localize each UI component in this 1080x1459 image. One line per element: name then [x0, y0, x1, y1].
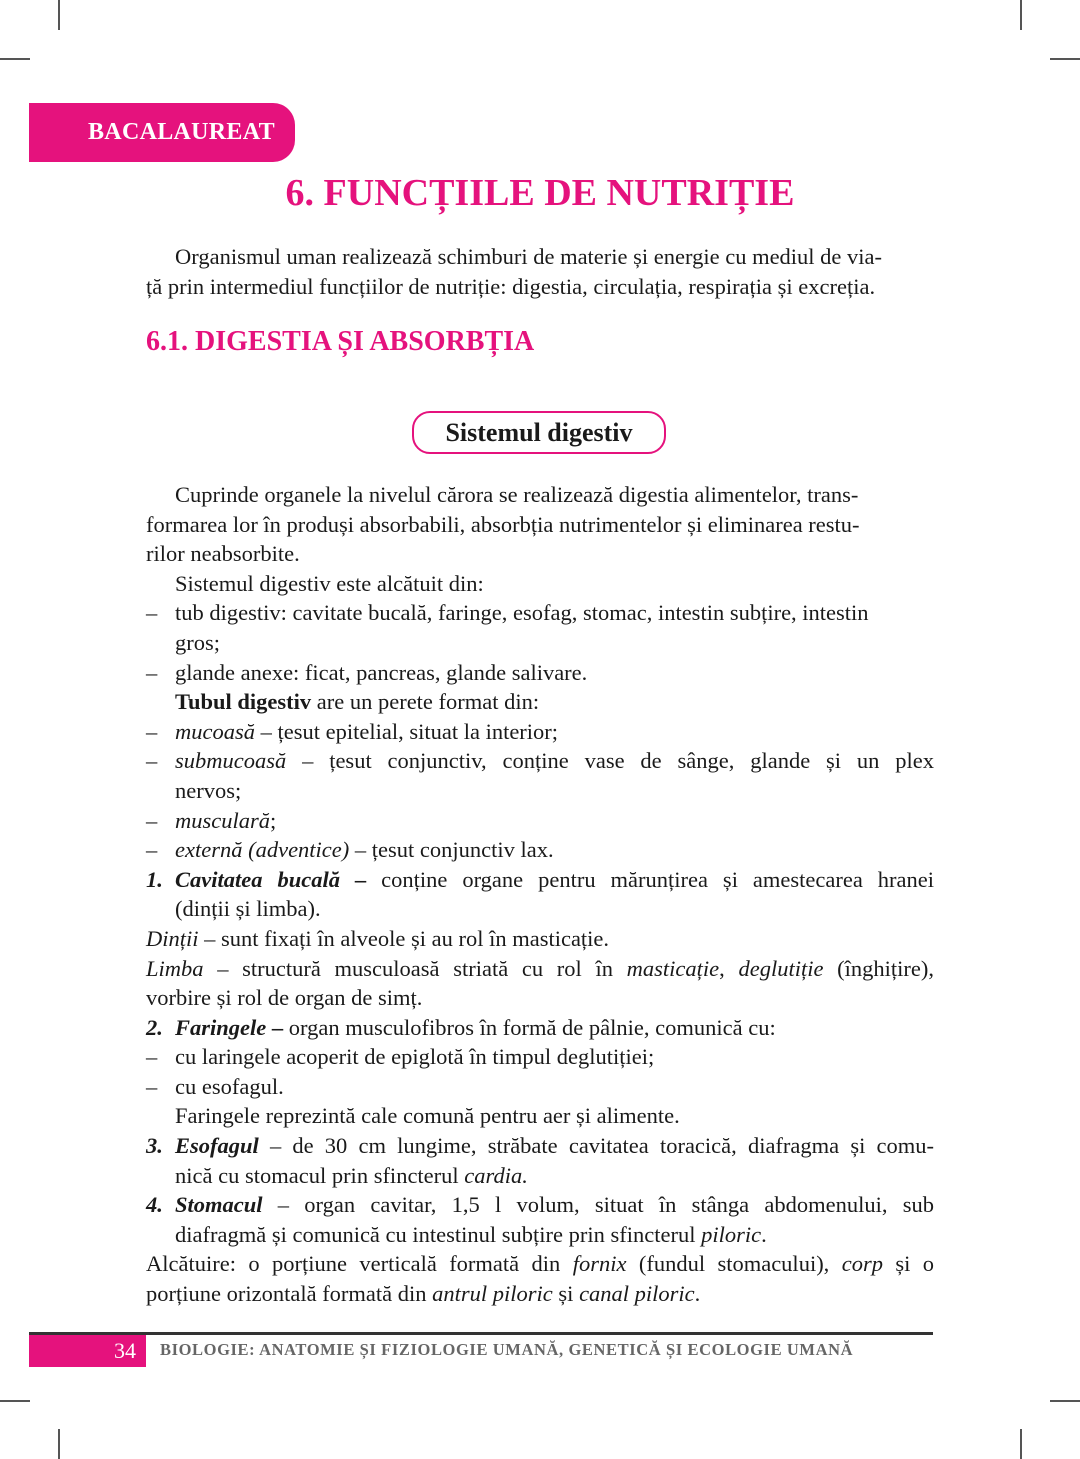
list-line [175, 1190, 934, 1220]
para-line: Sistemul digestiv este alcătuit din: [175, 570, 484, 596]
numbered-item [146, 1131, 934, 1190]
text: și [552, 1281, 580, 1307]
list-item [146, 746, 934, 805]
text: – țesut epitelial, situat la interior; [255, 718, 559, 744]
list-line: glande anexe: ficat, pancreas, glande salivare. [175, 659, 588, 685]
chapter-title: 6. FUNCȚIILE DE NUTRIȚIE [285, 172, 795, 214]
text: – structură musculoasă striată cu rol în [203, 955, 627, 981]
term-bold-italic: Cavitatea bucală [175, 866, 340, 892]
term-bold-italic: Faringele [175, 1014, 267, 1040]
dash-bullet: – [146, 807, 158, 833]
intro-paragraph [146, 242, 934, 301]
list-item [146, 1072, 934, 1102]
para-line: Faringele reprezintă cale comună pentru aer și alimente. [175, 1103, 680, 1129]
term-bold-italic: Esofagul [175, 1133, 259, 1159]
item-number: 3. [146, 1133, 163, 1159]
term-italic: submucoasă [175, 748, 287, 774]
list-line [175, 1013, 934, 1043]
list-line: cu esofagul. [175, 1073, 284, 1099]
text: Alcătuire: o porțiune verticală formată din [146, 1251, 573, 1277]
list-item [146, 717, 934, 747]
para-line: Cuprinde organele la nivelul cărora se realizează digestia alimentelor, trans- [175, 482, 859, 507]
body-text [146, 480, 934, 1309]
running-title: BIOLOGIE: ANATOMIE ȘI FIZIOLOGIE UMANĂ, GENETICĂ ȘI ECOLOGIE UMANĂ [160, 1340, 854, 1359]
para-line [146, 924, 934, 954]
term-italic: antrul piloric [432, 1281, 553, 1307]
text: (înghițire), [823, 955, 934, 981]
term-italic: piloric [701, 1221, 762, 1247]
text: – țesut conjunctiv lax. [349, 837, 554, 863]
list-line: cu laringele acoperit de epiglotă în timpul deglutiției; [175, 1044, 655, 1070]
numbered-item [146, 1190, 934, 1249]
list-item [146, 835, 934, 865]
list-line: nervos; [175, 777, 242, 803]
numbered-item [146, 865, 934, 924]
list-line [175, 1220, 934, 1250]
crop-mark [58, 0, 60, 30]
dash-bullet: – [146, 837, 158, 863]
term-italic: corp [841, 1251, 883, 1277]
term-italic: deglutiție [738, 955, 824, 981]
dash-bullet: – [146, 659, 158, 685]
dash-bullet: – [146, 748, 158, 774]
dash-bullet: – [146, 600, 158, 626]
crop-mark [0, 58, 30, 60]
text: – [339, 866, 367, 892]
term-italic: mucoasă [175, 718, 255, 744]
para-line: vorbire și rol de organ de simț. [146, 985, 423, 1011]
term-italic: masticație [626, 955, 720, 981]
para-line: rilor neabsorbite. [146, 541, 300, 567]
text: conține organe pentru mărunțirea și amestecarea hranei [366, 866, 934, 892]
list-line: tub digestiv: cavitate bucală, faringe, esofag, stomac, intestin subțire, intestin [175, 600, 869, 626]
list-item [146, 658, 934, 688]
text: are un perete format din: [311, 689, 540, 715]
crop-mark [1050, 58, 1080, 60]
text: și o [882, 1251, 934, 1277]
intro-line: Organismul uman realizează schimburi de materie și energie cu mediul de via- [175, 244, 883, 269]
text: . [694, 1281, 701, 1307]
para-line [146, 1249, 934, 1279]
crop-mark [1020, 0, 1022, 30]
term-bold-italic: Stomacul [175, 1192, 263, 1218]
crop-mark [58, 1429, 60, 1459]
text: – de 30 cm lungime, străbate cavitatea toracică, diafragma și comu- [258, 1133, 934, 1159]
section-title: 6.1. DIGESTIA ȘI ABSORBȚIA [146, 326, 535, 357]
term-italic: Limba [146, 955, 204, 981]
text: nică cu stomacul prin sfincterul [175, 1162, 465, 1188]
page-number: 34 [29, 1335, 146, 1367]
text: porțiune orizontală formată din [146, 1281, 433, 1307]
text: – țesut conjunctiv, conține vase de sânge, glande și un plex [286, 748, 934, 774]
text: organ musculofibros în formă de pâlnie, comunică cu: [283, 1014, 776, 1040]
text: ; [270, 807, 277, 833]
list-item [146, 806, 934, 836]
list-line [175, 746, 934, 776]
list-line [175, 865, 934, 895]
intro-line: ță prin intermediul funcțiilor de nutriție: digestia, circulația, respirația și excreția. [146, 273, 876, 299]
para-line [146, 1279, 934, 1309]
list-line [175, 1161, 934, 1191]
list-line [175, 717, 934, 747]
para-line: formarea lor în produși absorbabili, absorbția nutrimentelor și eliminarea restu- [146, 511, 860, 537]
crop-mark [1020, 1429, 1022, 1459]
footer-rule [29, 1332, 933, 1335]
list-line: gros; [175, 629, 220, 655]
term-italic: fornix [572, 1251, 627, 1277]
item-number: 4. [146, 1192, 163, 1218]
dash-bullet: – [146, 1044, 158, 1070]
subsection-box-title: Sistemul digestiv [412, 411, 666, 454]
para-line [146, 954, 934, 984]
list-line [175, 835, 934, 865]
text: – [266, 1014, 284, 1040]
text: – sunt fixați în alveole și au rol în masticație. [198, 925, 610, 951]
item-number: 1. [146, 866, 163, 892]
text: diafragmă și comunică cu intestinul subțire prin sfincterul [175, 1221, 702, 1247]
list-line: (dinții și limba). [175, 896, 321, 922]
text: – organ cavitar, 1,5 l volum, situat în stânga abdomenului, sub [262, 1192, 934, 1218]
dash-bullet: – [146, 1073, 158, 1099]
term-bold: Tubul digestiv [175, 689, 312, 715]
text: . [761, 1221, 767, 1247]
list-line [175, 1131, 934, 1161]
list-line [175, 806, 934, 836]
term-italic: Dinții [146, 925, 199, 951]
item-number: 2. [146, 1014, 163, 1040]
numbered-item [146, 1013, 934, 1043]
term-italic: externă (adventice) [175, 837, 350, 863]
crop-mark [0, 1400, 30, 1402]
exam-badge: BACALAUREAT [29, 103, 295, 162]
term-italic: musculară [175, 807, 270, 833]
text: (fundul stomacului), [626, 1251, 842, 1277]
term-italic: cardia. [464, 1162, 528, 1188]
text: , [719, 955, 739, 981]
dash-bullet: – [146, 718, 158, 744]
crop-mark [1050, 1400, 1080, 1402]
term-italic: canal piloric [579, 1281, 695, 1307]
list-item [146, 1042, 934, 1072]
list-item [146, 598, 934, 657]
para-line [146, 687, 934, 717]
